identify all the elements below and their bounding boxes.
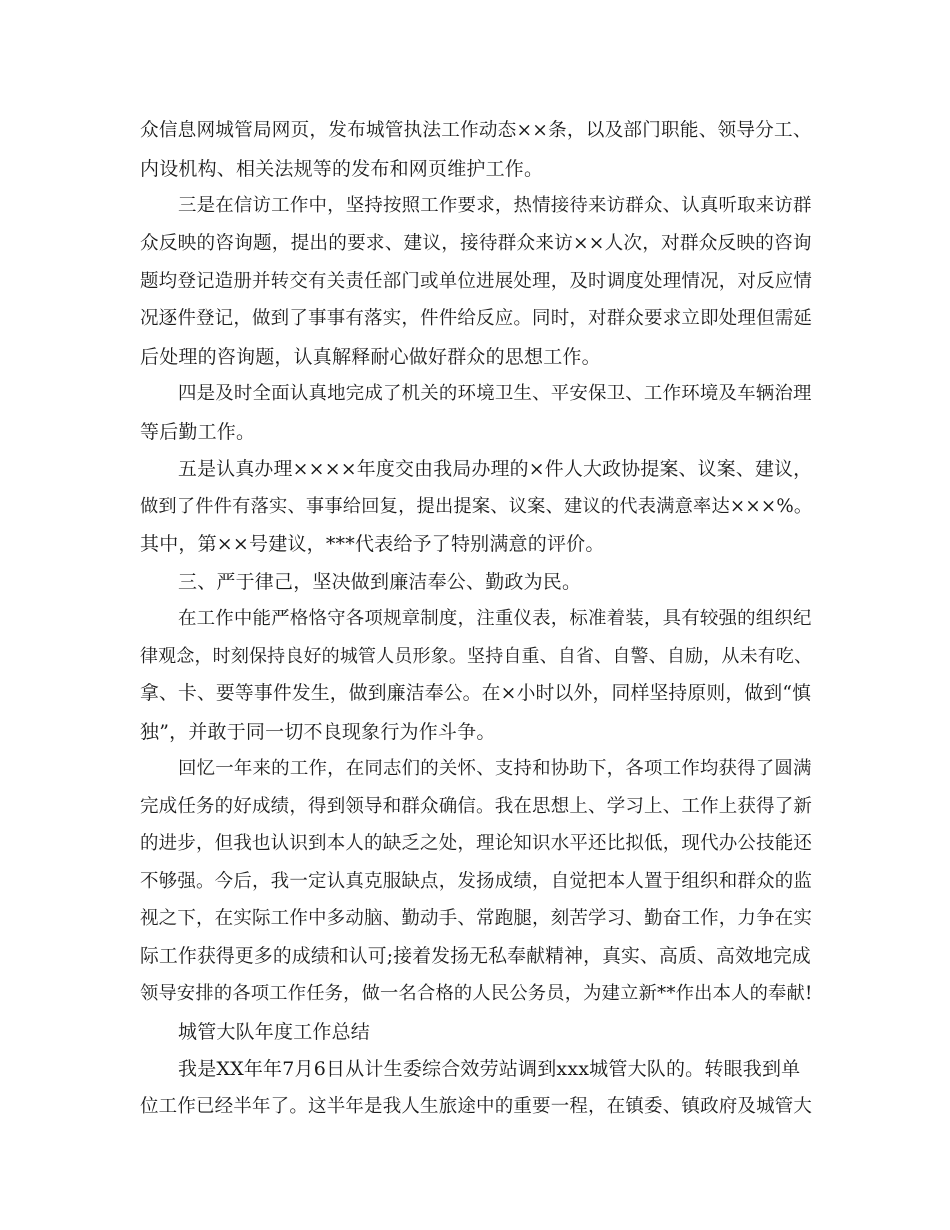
text-line-5: 题均登记造册并转交有关责任部门或单位进展处理，及时调度处理情况，对反应情 (140, 271, 813, 292)
text-line-26: 我是XX年年7月6日从计生委综合效劳站调到xxx城管大队的。转眼我到单 (178, 1058, 801, 1080)
text-line-6: 况逐件登记，做到了事事有落实，件件给反应。同时，对群众要求立即处理但需延 (140, 308, 813, 329)
text-line-12: 其中，第××号建议，***代表给予了特别满意的评价。 (140, 533, 605, 555)
text-line-10: 五是认真办理××××年度交由我局办理的×件人大政协提案、议案、建议， (178, 458, 813, 480)
text-line-18: 回忆一年来的工作，在同志们的关怀、支持和协助下，各项工作均获得了圆满 (178, 758, 812, 779)
text-line-19: 完成任务的好成绩，得到领导和群众确信。我在思想上、学习上、工作上获得了新 (140, 796, 813, 817)
text-line-16: 拿、卡、要等事件发生，做到廉洁奉公。在×小时以外，同样坚持原则，做到“慎 (140, 683, 812, 704)
text-line-3: 三是在信访工作中，坚持按照工作要求，热情接待来访群众、认真听取来访群 (178, 195, 812, 216)
text-line-23: 际工作获得更多的成绩和认可;接着发扬无私奉献精神，真实、高质、高效地完成 (140, 946, 811, 967)
document-title: 城管大队年度工作总结 (178, 1021, 371, 1043)
text-line-2: 内设机构、相关法规等的发布和网页维护工作。 (140, 158, 544, 180)
text-line-4: 众反映的咨询题，提出的要求、建议，接待群众来访××人次，对群众反映的咨询 (140, 233, 812, 254)
text-line-9: 等后勤工作。 (140, 421, 256, 443)
text-line-27: 位工作已经半年了。这半年是我人生旅途中的重要一程，在镇委、镇政府及城管大 (140, 1096, 813, 1117)
text-line-17: 独”，并敢于同一切不良现象行为作斗争。 (140, 721, 496, 743)
text-line-14: 在工作中能严格恪守各项规章制度，注重仪表，标准着装，具有较强的组织纪 (178, 608, 812, 629)
text-line-15: 律观念，时刻保持良好的城管人员形象。坚持自重、自省、自警、自励，从未有吃、 (140, 646, 813, 667)
text-line-22: 视之下，在实际工作中多动脑、勤动手、常跑腿，刻苦学习、勤奋工作，力争在实 (140, 908, 813, 929)
text-line-20: 的进步，但我也认识到本人的缺乏之处，理论知识水平还比拟低，现代办公技能还 (140, 833, 813, 854)
text-line-8: 四是及时全面认真地完成了机关的环境卫生、平安保卫、工作环境及车辆治理 (178, 383, 812, 404)
text-line-24: 领导安排的各项工作任务，做一名合格的人民公务员，为建立新**作出本人的奉献! (140, 983, 813, 1004)
section-heading-3: 三、严于律己，坚决做到廉洁奉公、勤政为民。 (178, 571, 582, 593)
text-line-1: 众信息网城管局网页，发布城管执法工作动态××条，以及部门职能、领导分工、 (140, 120, 812, 141)
text-line-11: 做到了件件有落实、事事给回复，提出提案、议案、建议的代表满意率达×××%。 (140, 496, 813, 517)
text-line-21: 不够强。今后，我一定认真克服缺点，发扬成绩，自觉把本人置于组织和群众的监 (140, 871, 813, 892)
text-line-7: 后处理的咨询题，认真解释耐心做好群众的思想工作。 (140, 346, 601, 368)
